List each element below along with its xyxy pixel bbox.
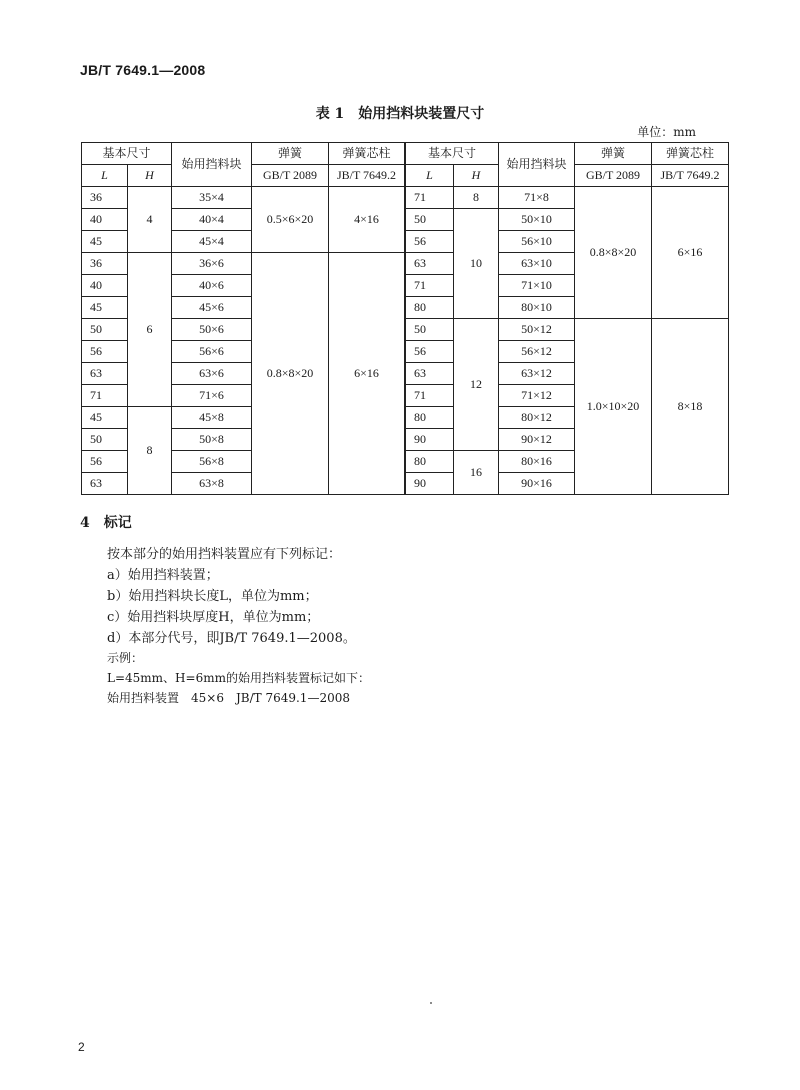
- marking-intro: 按本部分的始用挡料装置应有下列标记：: [107, 547, 342, 562]
- marking-item-a: a）始用挡料装置；: [107, 568, 219, 583]
- cell-right-h: 8: [454, 187, 499, 209]
- cell-right-block: 63×12: [499, 363, 575, 385]
- unit-label: 单位：mm: [637, 125, 696, 139]
- table-row: [82, 187, 729, 209]
- cell-left-block: 40×6: [172, 275, 252, 297]
- cell-left-core: 6×16: [329, 253, 405, 495]
- cell-right-l: 71: [406, 385, 454, 407]
- cell-right-l: 80: [406, 297, 454, 319]
- cell-right-block: 90×12: [499, 429, 575, 451]
- header-basic-size: 基本尺寸: [82, 143, 172, 165]
- cell-right-block: 56×10: [499, 231, 575, 253]
- cell-right-l: 63: [406, 363, 454, 385]
- header-core: 弹簧芯柱: [329, 143, 405, 165]
- header-spring-standard: GB/T 2089: [252, 165, 329, 187]
- cell-right-l: 90: [406, 429, 454, 451]
- header-core-standard: JB/T 7649.2: [652, 165, 729, 187]
- header-h: H: [454, 165, 499, 187]
- cell-left-l: 56: [82, 451, 128, 473]
- cell-right-block: 50×12: [499, 319, 575, 341]
- cell-left-l: 71: [82, 385, 128, 407]
- cell-right-h: 12: [454, 319, 499, 451]
- cell-right-block: 56×12: [499, 341, 575, 363]
- cell-left-block: 50×6: [172, 319, 252, 341]
- cell-left-l: 63: [82, 363, 128, 385]
- cell-right-block: 50×10: [499, 209, 575, 231]
- page-number: 2: [78, 1040, 85, 1054]
- header-spring-standard: GB/T 2089: [575, 165, 652, 187]
- example-label: 示例：: [107, 651, 144, 665]
- cell-right-l: 63: [406, 253, 454, 275]
- marking-item-d: d）本部分代号，即JB/T 7649.1—2008。: [107, 631, 356, 646]
- header-block: 始用挡料块: [499, 143, 575, 187]
- cell-right-block: 80×10: [499, 297, 575, 319]
- cell-left-block: 45×8: [172, 407, 252, 429]
- cell-right-l: 80: [406, 407, 454, 429]
- cell-left-block: 71×6: [172, 385, 252, 407]
- cell-right-l: 71: [406, 275, 454, 297]
- cell-left-h: 8: [128, 407, 172, 495]
- cell-right-block: 71×8: [499, 187, 575, 209]
- header-l: L: [406, 165, 454, 187]
- header-l: L: [82, 165, 128, 187]
- cell-right-block: 80×12: [499, 407, 575, 429]
- cell-right-block: 71×10: [499, 275, 575, 297]
- section-title: 标记: [103, 515, 132, 531]
- cell-right-block: 90×16: [499, 473, 575, 495]
- header-core-standard: JB/T 7649.2: [329, 165, 405, 187]
- header-spring: 弹簧: [575, 143, 652, 165]
- cell-left-l: 45: [82, 231, 128, 253]
- cell-left-l: 50: [82, 319, 128, 341]
- cell-left-l: 36: [82, 187, 128, 209]
- cell-right-spring: 1.0×10×20: [575, 319, 652, 495]
- cell-left-block: 56×8: [172, 451, 252, 473]
- header-spring: 弹簧: [252, 143, 329, 165]
- cell-left-l: 45: [82, 297, 128, 319]
- cell-left-l: 56: [82, 341, 128, 363]
- section-number: 4: [80, 515, 90, 531]
- cell-left-spring: 0.8×8×20: [252, 253, 329, 495]
- cell-right-h: 10: [454, 209, 499, 319]
- cell-left-l: 40: [82, 275, 128, 297]
- cell-right-h: 16: [454, 451, 499, 495]
- cell-left-block: 63×8: [172, 473, 252, 495]
- cell-left-l: 36: [82, 253, 128, 275]
- cell-right-spring: 0.8×8×20: [575, 187, 652, 319]
- header-block: 始用挡料块: [172, 143, 252, 187]
- cell-right-block: 71×12: [499, 385, 575, 407]
- cell-left-h: 6: [128, 253, 172, 407]
- cell-left-l: 50: [82, 429, 128, 451]
- cell-right-l: 50: [406, 319, 454, 341]
- cell-right-block: 80×16: [499, 451, 575, 473]
- section-heading: [80, 512, 132, 532]
- example-text: L=45mm、H=6mm的始用挡料装置标记如下：: [107, 671, 370, 685]
- cell-right-l: 90: [406, 473, 454, 495]
- standard-code-header: JB/T 7649.1—2008: [80, 62, 206, 78]
- example-mark: 始用挡料装置 45×6 JB/T 7649.1—2008: [107, 691, 350, 705]
- cell-left-block: 63×6: [172, 363, 252, 385]
- cell-left-spring: 0.5×6×20: [252, 187, 329, 253]
- cell-left-core: 4×16: [329, 187, 405, 253]
- cell-left-l: 40: [82, 209, 128, 231]
- header-core: 弹簧芯柱: [652, 143, 729, 165]
- cell-right-l: 80: [406, 451, 454, 473]
- cell-left-block: 35×4: [172, 187, 252, 209]
- cell-left-block: 45×6: [172, 297, 252, 319]
- cell-left-l: 63: [82, 473, 128, 495]
- cell-right-block: 63×10: [499, 253, 575, 275]
- header-h: H: [128, 165, 172, 187]
- table-row: [82, 319, 729, 341]
- cell-right-core: 8×18: [652, 319, 729, 495]
- cell-right-core: 6×16: [652, 187, 729, 319]
- table-title: 表 1 始用挡料块装置尺寸: [315, 106, 485, 122]
- cell-left-block: 36×6: [172, 253, 252, 275]
- cell-left-block: 45×4: [172, 231, 252, 253]
- header-basic-size: 基本尺寸: [406, 143, 499, 165]
- cell-right-l: 56: [406, 231, 454, 253]
- cell-right-l: 71: [406, 187, 454, 209]
- cell-right-l: 56: [406, 341, 454, 363]
- cell-left-l: 45: [82, 407, 128, 429]
- cell-left-block: 56×6: [172, 341, 252, 363]
- marking-item-b: b）始用挡料块长度L，单位为mm；: [107, 589, 318, 604]
- cell-right-l: 50: [406, 209, 454, 231]
- cell-left-block: 40×4: [172, 209, 252, 231]
- dimensions-table: [81, 142, 729, 495]
- cell-left-h: 4: [128, 187, 172, 253]
- table-header-row: [82, 143, 729, 165]
- scan-speck: [430, 1002, 432, 1004]
- marking-item-c: c）始用挡料块厚度H，单位为mm；: [107, 610, 320, 625]
- cell-left-block: 50×8: [172, 429, 252, 451]
